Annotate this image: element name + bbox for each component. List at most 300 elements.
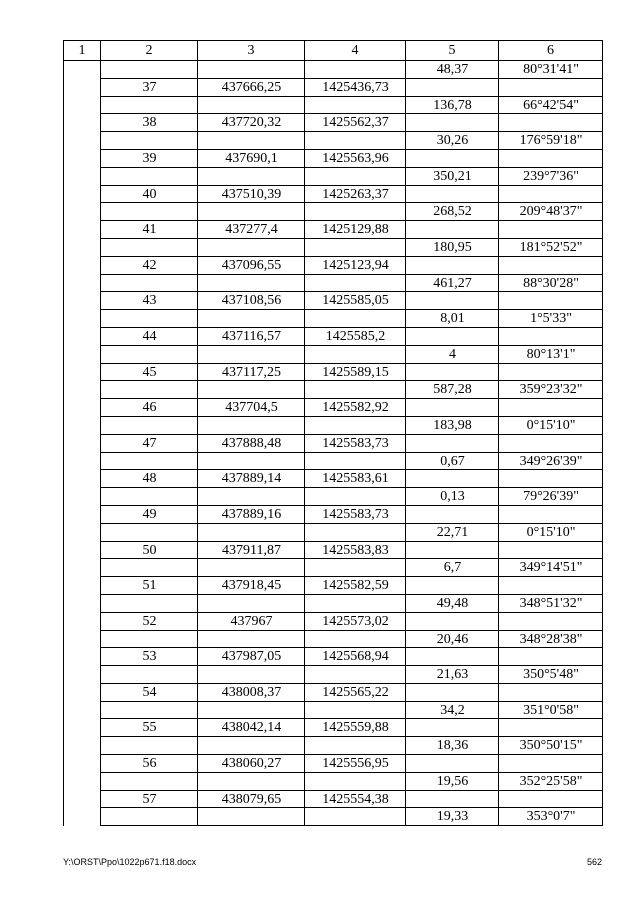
point-number-cell [101,631,198,649]
table-row [64,524,603,542]
coord-x-cell: 437889,14 [221,471,282,487]
point-number-cell [101,239,198,257]
table-row [64,292,603,310]
distance-cell: 18,36 [436,738,469,754]
merged-cell [64,613,101,631]
bearing-cell [499,719,603,737]
table-row [64,791,603,809]
distance-cell: 350,21 [433,168,472,184]
point-number-cell [101,559,198,577]
distance-cell [406,542,499,560]
table-row [64,381,603,399]
table-row [64,417,603,435]
distance-cell [406,364,499,382]
distance-cell [406,186,499,204]
point-number-cell: 37 [142,79,157,95]
bearing-cell: 79°26'39" [523,489,579,505]
bearing-cell: 209°48'37" [519,204,583,220]
point-number-cell: 55 [142,720,157,736]
distance-cell: 0,67 [440,453,465,469]
distance-cell: 49,48 [436,595,469,611]
merged-cell [64,292,101,310]
distance-cell: 0,13 [440,489,465,505]
table-row [64,364,603,382]
table-row [64,684,603,702]
coord-y-cell [305,132,406,150]
coord-y-cell: 1425263,37 [322,186,389,202]
coord-x-cell [198,275,305,293]
coord-y-cell [305,773,406,791]
distance-cell: 136,78 [433,97,472,113]
coord-y-cell [305,666,406,684]
bearing-cell: 353°0'7" [526,809,576,825]
table-row [64,168,603,186]
table-row [64,470,603,488]
table-row [64,755,603,773]
table-header [64,40,603,61]
point-number-cell [101,453,198,471]
coord-x-cell [198,666,305,684]
merged-cell [64,132,101,150]
distance-cell [406,613,499,631]
table-row [64,310,603,328]
point-number-cell [101,417,198,435]
distance-cell: 22,71 [436,524,469,540]
coord-y-cell [305,737,406,755]
merged-cell [64,559,101,577]
coord-x-cell [198,808,305,826]
merged-cell [64,470,101,488]
coord-y-cell [305,168,406,186]
bearing-cell [499,328,603,346]
bearing-cell [499,257,603,275]
coord-x-cell: 437116,57 [222,328,281,344]
merged-cell [64,186,101,204]
distance-cell [406,257,499,275]
table-row [64,114,603,132]
distance-cell: 6,7 [443,560,462,576]
header-col-6: 6 [499,41,603,60]
column-border [498,61,499,826]
coord-y-cell: 1425565,22 [322,684,389,700]
bearing-cell [499,755,603,773]
bearing-cell [499,542,603,560]
table-row [64,773,603,791]
merged-cell [64,399,101,417]
coord-y-cell [305,310,406,328]
coord-x-cell [198,559,305,577]
bearing-cell: 239°7'36" [523,168,579,184]
coord-y-cell: 1425583,73 [322,435,389,451]
bearing-cell [499,470,603,488]
table-row [64,399,603,417]
distance-cell [406,292,499,310]
merged-cell [64,114,101,132]
bearing-cell: 351°0'58" [523,702,579,718]
coord-y-cell: 1425554,38 [322,791,389,807]
bearing-cell [499,648,603,666]
coord-x-cell: 437704,5 [225,400,278,416]
bearing-cell: 352°25'58" [519,773,583,789]
point-number-cell: 53 [142,649,157,665]
coord-y-cell: 1425559,88 [322,720,389,736]
bearing-cell: 80°13'1" [526,346,576,362]
point-number-cell [101,168,198,186]
coord-x-cell: 437510,39 [221,186,282,202]
coord-x-cell: 437888,48 [221,435,282,451]
coord-y-cell: 1425583,83 [322,542,389,558]
distance-cell [406,791,499,809]
coord-x-cell: 437987,05 [221,649,282,665]
coord-y-cell [305,524,406,542]
merged-cell [64,275,101,293]
merged-cell [64,435,101,453]
bearing-cell [499,364,603,382]
header-col-3: 3 [198,41,305,60]
table-row [64,702,603,720]
coord-y-cell [305,275,406,293]
coord-x-cell: 438079,65 [221,791,282,807]
merged-cell [64,719,101,737]
column-border [304,61,305,826]
coord-y-cell: 1425589,15 [322,364,389,380]
merged-cell [64,364,101,382]
bearing-cell: 349°14'51" [519,560,583,576]
coord-y-cell [305,61,406,79]
distance-cell: 19,56 [436,773,469,789]
table-row [64,239,603,257]
point-number-cell: 47 [142,435,157,451]
coord-x-cell: 438008,37 [221,684,282,700]
bearing-cell [499,613,603,631]
point-number-cell [101,203,198,221]
header-col-5: 5 [406,41,499,60]
bearing-cell: 66°42'54" [523,97,579,113]
distance-cell [406,328,499,346]
distance-cell [406,755,499,773]
coord-y-cell [305,488,406,506]
point-number-cell: 54 [142,684,157,700]
distance-cell [406,221,499,239]
table-row [64,346,603,364]
bearing-cell: 350°50'15" [519,738,583,754]
coord-y-cell [305,97,406,115]
distance-cell: 4 [449,346,456,362]
coord-x-cell [198,168,305,186]
merged-cell [64,737,101,755]
distance-cell [406,470,499,488]
point-number-cell: 43 [142,293,157,309]
distance-cell [406,150,499,168]
bearing-cell: 349°26'39" [519,453,583,469]
coord-y-cell: 1425562,37 [322,115,389,131]
distance-cell: 461,27 [433,275,472,291]
point-number-cell [101,737,198,755]
bearing-cell: 350°5'48" [523,667,579,683]
point-number-cell: 49 [142,506,157,522]
merged-cell [64,684,101,702]
coord-y-cell [305,559,406,577]
table-row [64,559,603,577]
distance-cell: 34,2 [440,702,465,718]
coord-x-cell [198,737,305,755]
point-number-cell: 48 [142,471,157,487]
point-number-cell [101,61,198,79]
distance-cell: 19,33 [436,809,469,825]
point-number-cell [101,524,198,542]
bearing-cell [499,292,603,310]
merged-cell [64,595,101,613]
bearing-cell: 0°15'10" [526,524,576,540]
table-row [64,808,603,826]
coord-y-cell: 1425585,05 [322,293,389,309]
bearing-cell: 88°30'28" [523,275,579,291]
table-row [64,595,603,613]
merged-cell [64,346,101,364]
table-row [64,453,603,471]
point-number-cell [101,97,198,115]
merged-cell [64,203,101,221]
coord-x-cell: 437108,56 [221,293,282,309]
merged-cell [64,773,101,791]
coord-x-cell: 437918,45 [221,578,282,594]
bearing-cell: 80°31'41" [523,62,579,77]
merged-cell [64,702,101,720]
merged-cell [64,328,101,346]
coord-x-cell: 437967 [230,613,273,629]
point-number-cell [101,275,198,293]
distance-cell [406,79,499,97]
merged-cell [64,168,101,186]
coord-x-cell: 438060,27 [221,756,282,772]
distance-cell [406,435,499,453]
point-number-cell [101,808,198,826]
table-row [64,719,603,737]
header-col-4: 4 [305,41,406,60]
point-number-cell [101,666,198,684]
table-row [64,61,603,79]
coord-x-cell [198,453,305,471]
merged-cell [64,755,101,773]
merged-cell [64,808,101,826]
coord-y-cell: 1425563,96 [322,150,389,166]
table-row [64,79,603,97]
distance-cell [406,114,499,132]
point-number-cell [101,381,198,399]
bearing-cell [499,114,603,132]
point-number-cell: 51 [142,578,157,594]
merged-cell [64,631,101,649]
coord-y-cell: 1425556,95 [322,756,389,772]
coord-y-cell: 1425568,94 [322,649,389,665]
point-number-cell: 39 [142,150,157,166]
coord-x-cell [198,203,305,221]
distance-cell [406,648,499,666]
table-row [64,542,603,560]
bearing-cell [499,577,603,595]
point-number-cell [101,773,198,791]
merged-cell [64,648,101,666]
point-number-cell [101,310,198,328]
distance-cell: 30,26 [436,133,469,149]
coord-x-cell [198,381,305,399]
coord-x-cell [198,631,305,649]
bearing-cell: 348°28'38" [519,631,583,647]
coord-y-cell: 1425582,92 [322,400,389,416]
table-row [64,275,603,293]
distance-cell: 587,28 [433,382,472,398]
coord-x-cell: 437889,16 [221,506,282,522]
merged-cell [64,453,101,471]
bearing-cell [499,399,603,417]
footer-file-path: Y:\ORST\Ppo\1022p671.f18.docx [63,857,197,867]
table-row [64,132,603,150]
merged-cell [64,488,101,506]
point-number-cell: 38 [142,115,157,131]
table-row [64,186,603,204]
bearing-cell [499,435,603,453]
column-border [100,61,101,826]
row-divider [101,825,603,826]
coord-x-cell: 437690,1 [225,150,278,166]
bearing-cell: 359°23'32" [519,382,583,398]
merged-cell [64,221,101,239]
bearing-cell [499,684,603,702]
merged-cell [64,524,101,542]
point-number-cell: 44 [142,328,157,344]
coord-y-cell: 1425573,02 [322,613,389,629]
coord-y-cell: 1425582,59 [322,578,389,594]
point-number-cell: 41 [142,222,157,238]
bearing-cell [499,79,603,97]
coord-x-cell: 437096,55 [221,257,282,273]
table-row [64,631,603,649]
coord-x-cell: 437277,4 [225,222,278,238]
column-border [602,61,603,826]
distance-cell: 21,63 [436,667,469,683]
bearing-cell [499,150,603,168]
point-number-cell: 42 [142,257,157,273]
distance-cell: 20,46 [436,631,469,647]
coord-x-cell [198,417,305,435]
coord-x-cell [198,346,305,364]
table-row [64,435,603,453]
merged-cell [64,417,101,435]
merged-cell [64,61,101,79]
coord-y-cell: 1425583,73 [322,506,389,522]
bearing-cell: 348°51'32" [519,595,583,611]
coord-y-cell: 1425585,2 [325,328,386,344]
distance-cell: 8,01 [440,311,465,327]
coord-x-cell: 437720,32 [221,115,282,131]
coord-y-cell [305,702,406,720]
coord-x-cell [198,97,305,115]
coord-y-cell [305,453,406,471]
point-number-cell [101,488,198,506]
coord-x-cell [198,488,305,506]
merged-cell [64,577,101,595]
coord-y-cell [305,239,406,257]
merged-cell [64,150,101,168]
coord-x-cell: 437911,87 [222,542,281,558]
point-number-cell [101,595,198,613]
coord-x-cell: 438042,14 [221,720,282,736]
distance-cell: 268,52 [433,204,472,220]
coord-x-cell: 437666,25 [221,79,282,95]
point-number-cell: 40 [142,186,157,202]
coord-y-cell [305,203,406,221]
distance-cell [406,577,499,595]
merged-cell [64,310,101,328]
coord-x-cell [198,524,305,542]
bearing-cell [499,506,603,524]
point-number-cell: 50 [142,542,157,558]
table-body [64,61,603,826]
coord-y-cell [305,346,406,364]
distance-cell [406,684,499,702]
merged-cell [64,666,101,684]
coordinates-table [63,40,603,826]
point-number-cell: 46 [142,400,157,416]
coord-y-cell [305,631,406,649]
bearing-cell: 1°5'33" [530,311,572,327]
footer-page-number: 562 [586,857,602,867]
merged-cell [64,506,101,524]
table-row [64,577,603,595]
coord-x-cell [198,239,305,257]
distance-cell: 48,37 [436,62,469,77]
coord-y-cell [305,381,406,399]
coord-y-cell [305,808,406,826]
coord-y-cell: 1425123,94 [322,257,389,273]
coord-x-cell [198,595,305,613]
table-row [64,488,603,506]
header-col-1: 1 [64,41,101,60]
point-number-cell [101,702,198,720]
merged-cell [64,79,101,97]
merged-cell [64,542,101,560]
coord-y-cell [305,417,406,435]
coord-x-cell [198,310,305,328]
point-number-cell: 52 [142,613,157,629]
coord-x-cell: 437117,25 [222,364,281,380]
distance-cell: 180,95 [433,239,472,255]
merged-cell [64,791,101,809]
table-row [64,648,603,666]
coord-x-cell [198,773,305,791]
coord-x-cell [198,61,305,79]
bearing-cell [499,186,603,204]
merged-cell [64,239,101,257]
table-row [64,666,603,684]
table-row [64,257,603,275]
merged-cell [64,97,101,115]
bearing-cell [499,221,603,239]
point-number-cell: 57 [142,791,157,807]
coord-x-cell [198,132,305,150]
point-number-cell: 56 [142,756,157,772]
coord-y-cell: 1425129,88 [322,222,389,238]
point-number-cell [101,346,198,364]
bearing-cell: 181°52'52" [519,239,583,255]
point-number-cell: 45 [142,364,157,380]
header-col-2: 2 [101,41,198,60]
table-row [64,221,603,239]
bearing-cell: 176°59'18" [519,133,583,149]
distance-cell: 183,98 [433,417,472,433]
column-border [405,61,406,826]
distance-cell [406,506,499,524]
